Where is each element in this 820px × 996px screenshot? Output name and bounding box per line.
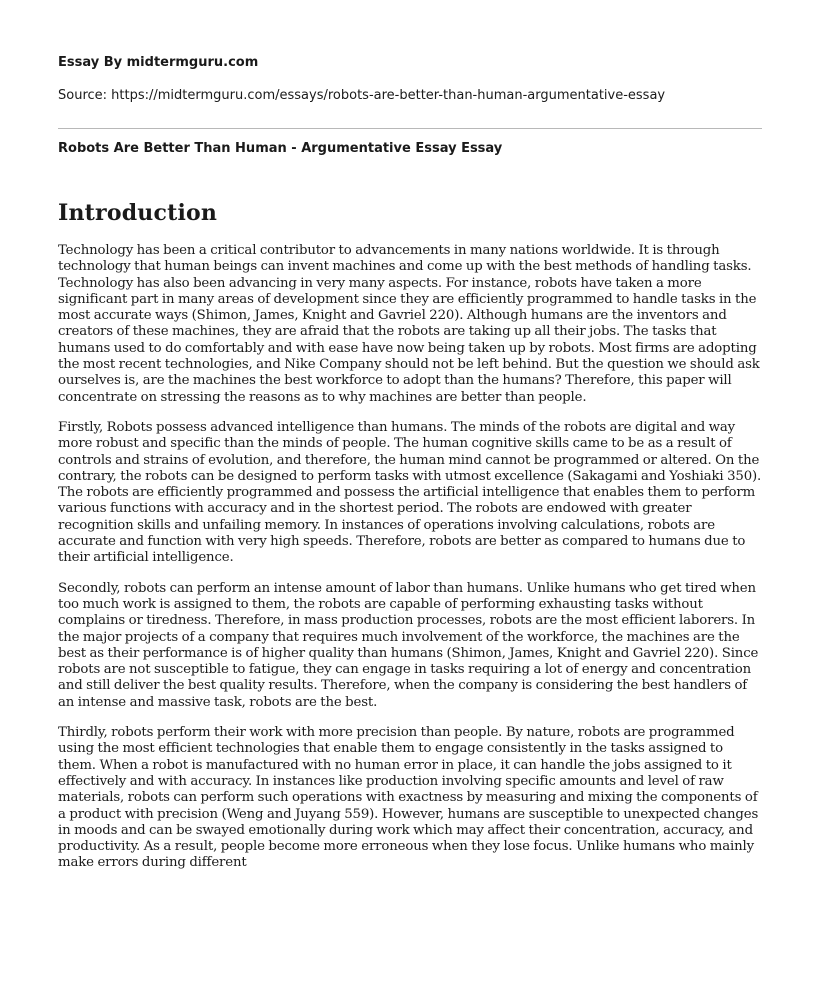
section-heading-introduction: Introduction <box>58 200 218 226</box>
essay-byline: Essay By midtermguru.com <box>58 55 259 70</box>
paragraph-introduction: Technology has been a critical contributor to advancements in many nations worldwide. It is through technology that human beings can invent machines and come up with the best methods of handling tasks. Technology has also been advancing in very many aspects. For instance, robots have taken a more significant part in many areas of development since they are efficiently programmed to handle tasks in the most accurate ways (Shimon, James, Knight and Gavriel 220). Although humans are the inventors and creators of these machines, they are afraid that the robots are taking up all their jobs. The tasks that humans used to do comfortably and with ease have now being taken up by robots. Most firms are adopting the most recent technologies, and Nike Company should not be left behind. But the question we should ask ourselves is, are the machines the best workforce to adopt than the humans? Therefore, this paper will concentrate on stressing the reasons as to why machines are better than people. <box>58 243 760 405</box>
document-title: Robots Are Better Than Human - Argumentative Essay Essay <box>58 141 503 156</box>
paragraph-firstly: Firstly, Robots possess advanced intelligence than humans. The minds of the robots are digital and way more robust and specific than the minds of people. The human cognitive skills came to be as a result of controls and strains of evolution, and therefore, the human mind cannot be programmed or altered. On the contrary, the robots can be designed to perform tasks with utmost excellence (Sakagami and Yoshiaki 350). The robots are efficiently programmed and possess the artificial intelligence that enables them to perform various functions with accuracy and in the shortest period. The robots are endowed with greater recognition skills and unfailing memory. In instances of operations involving calculations, robots are accurate and function with very high speeds. Therefore, robots are better as compared to humans due to their artificial intelligence. <box>58 419 762 566</box>
source-line: Source: https://midtermguru.com/essays/robots-are-better-than-human-argumentative-essay <box>58 88 666 103</box>
paragraph-thirdly: Thirdly, robots perform their work with more precision than people. By nature, robots are programmed using the most efficient technologies that enable them to engage consistently in the tasks assigned to them. When a robot is manufactured with no human error in place, it can handle the jobs assigned to it effectively and with accuracy. In instances like production involving specific amounts and level of raw materials, robots can perform such operations with exactness by measuring and mixing the components of a product with precision (Weng and Juyang 559). However, humans are susceptible to unexpected changes in moods and can be swayed emotionally during work which may affect their concentration, accuracy, and productivity. As a result, people become more erroneous when they lose focus. Unlike humans who mainly make errors during different <box>58 725 759 871</box>
essay-body <box>58 243 764 886</box>
paragraph-secondly: Secondly, robots can perform an intense amount of labor than humans. Unlike humans who get tired when too much work is assigned to them, the robots are capable of performing exhausting tasks without complains or tiredness. Therefore, in mass production processes, robots are the most efficient laborers. In the major projects of a company that requires much involvement of the workforce, the machines are the best as their performance is of higher quality than humans (Shimon, James, Knight and Gavriel 220). Since robots are not susceptible to fatigue, they can engage in tasks requiring a lot of energy and concentration and still deliver the best quality results. Therefore, when the company is considering the best handlers of an intense and massive task, robots are the best. <box>58 580 759 710</box>
header-divider <box>58 128 762 129</box>
